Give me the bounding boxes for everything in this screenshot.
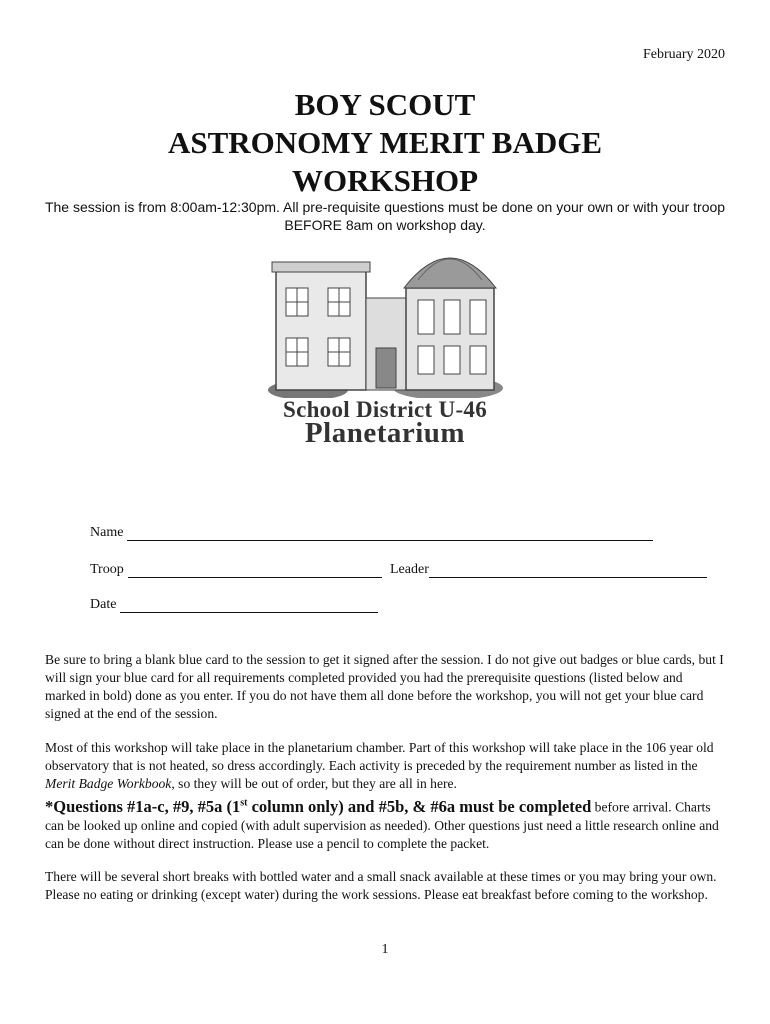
session-intro: The session is from 8:00am-12:30pm. All pre-requisite questions must be done on your own or with your troop BEFORE 8am on workshop day. xyxy=(44,199,726,233)
merit-badge-workbook-title: Merit Badge Workbook xyxy=(45,776,172,791)
page-number: 1 xyxy=(381,942,389,957)
charts-instructions: Charts can be looked up online and copied (with adult supervision as needed). Other questions just need a little research online and can be done without direct instruction. Please use a pencil to complete the packet. xyxy=(45,799,719,851)
page-title xyxy=(0,86,770,200)
p2-text-start: Most of this workshop will take place in the planetarium chamber. Part of this workshop will take place in the 106 year old observatory that is not heated, so dress accordingly. Each activity is preceded by the requirement number as listed in the xyxy=(45,740,714,773)
logo-planetarium-name: Planetarium xyxy=(304,417,466,449)
leader-label: Leader xyxy=(390,562,429,577)
blue-card-paragraph: Be sure to bring a blank blue card to the session to get it signed after the session. I do not give out badges or blue cards, but I will sign your blue card for all requirements completed provided you had the prerequisite questions (listed below and marked in bold) done as you enter. If you do not have them all done before the workshop, you will not get your blue card signed at the end of the session. xyxy=(45,652,724,721)
document-date: February 2020 xyxy=(642,47,725,62)
date-blank[interactable] xyxy=(120,598,378,613)
title-line-1: BOY SCOUT xyxy=(294,87,476,122)
date-field[interactable] xyxy=(90,597,378,613)
name-label: Name xyxy=(90,525,124,540)
workshop-location-paragraph xyxy=(45,739,725,793)
name-field[interactable] xyxy=(90,525,653,541)
title-line-2: ASTRONOMY MERIT BADGE xyxy=(167,125,603,160)
troop-label: Troop xyxy=(90,562,124,577)
logo-district-name: School District U-46 xyxy=(282,397,488,422)
p2-text-end: , so they will be out of order, but they are all in here. xyxy=(171,776,457,791)
troop-field[interactable] xyxy=(90,562,382,578)
leader-blank[interactable] xyxy=(429,563,707,578)
troop-blank[interactable] xyxy=(128,563,382,578)
prerequisite-questions-bold: *Questions #1a-c, #9, #5a (1st column only) and #5b, & #6a must be completed xyxy=(45,796,592,816)
breaks-paragraph: There will be several short breaks with bottled water and a small snack available at these times or you may bring your own. Please no eating or drinking (except water) during the work sessions. Please eat breakfast before coming to the workshop. xyxy=(45,869,717,902)
leader-field[interactable] xyxy=(390,562,707,578)
name-blank[interactable] xyxy=(127,526,653,541)
date-label: Date xyxy=(90,597,117,612)
before-arrival-text: before arrival. xyxy=(591,799,672,815)
observatory-building-icon xyxy=(268,238,508,398)
title-line-3: WORKSHOP xyxy=(291,163,478,198)
prerequisite-paragraph xyxy=(45,794,725,853)
